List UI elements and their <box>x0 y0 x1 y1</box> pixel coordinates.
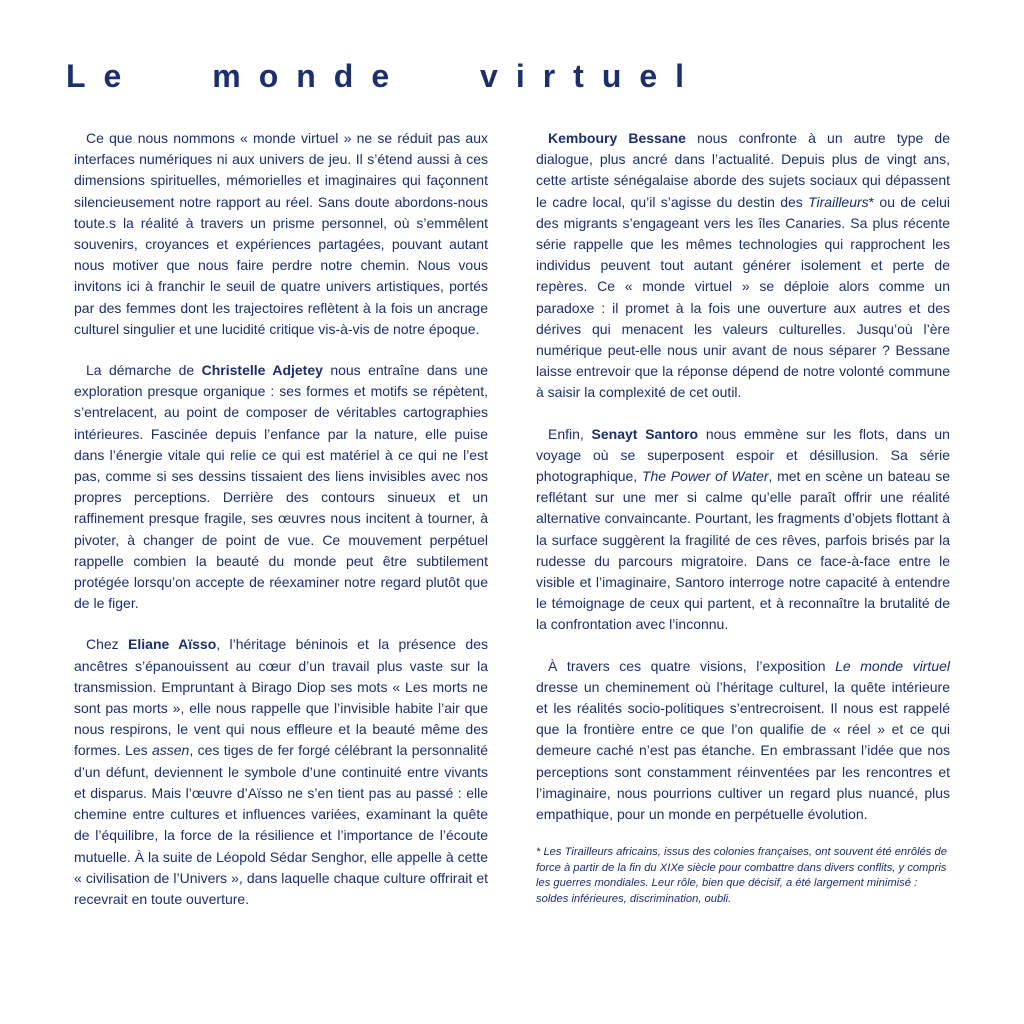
bessane-paragraph <box>536 128 950 404</box>
tirailleurs-term: Tirailleurs <box>808 193 869 210</box>
page-title: Le monde virtuel <box>66 58 703 94</box>
adjetey-lead: La démarche de <box>86 362 202 379</box>
bessane-body-1: nous confronte à un autre type de dialogue, plus ancré dans l’actualité. Depuis plus de vingt ans, cette artiste sénégalaise aborde des sujets sociaux qui dépassent le cadre local, qu’il s’agisse du destin des <box>536 130 950 210</box>
artist-name-santoro: Senayt Santoro <box>591 425 699 442</box>
artist-name-adjetey: Christelle Adjetey <box>201 362 323 379</box>
bessane-body-2: * ou de celui des migrants s’engageant vers les îles Canaries. Sa plus récente série rappelle que les mêmes technologies qui rapprochent les individus peuvent tout autant générer isolement et perte de repères. Ce « monde virtuel » se déploie alors comme un paradoxe : il promet à la fois une ouverture aux autres et des dérives qui menacent les valeurs culturelles. Jusqu’où l’ère numérique peut-elle nous unir avant de nous séparer ? Bessane laisse entrevoir que la réponse dépend de notre volonté commune à saisir la complexité de cet outil. <box>536 193 951 401</box>
aisso-body-2: , ces tiges de fer forgé célébrant la personnalité d’un défunt, deviennent le symbole d’une continuité entre vivants et disparus. Mais l’œuvre d’Aïsso ne s’en tient pas au passé : elle chemine entre cultures et influences variées, examinant la quête de l’équilibre, la force de la résilience et l’importance de l’écoute mutuelle. À la suite de Léopold Sédar Senghor, elle appelle à cette « civilisation de l’Univers », dans laquelle chaque culture offrirait et recevrait en toute ouverture. <box>74 742 489 907</box>
intro-paragraph <box>74 128 488 340</box>
assen-term: assen <box>151 742 190 759</box>
adjetey-body: nous entraîne dans une exploration presque organique : ses formes et motifs se répètent, s’entrelacent, au point de composer de véritables cartographies intérieures. Fascinée depuis l’enfance par la nature, elle puise dans l’énergie vitale qui relie ce qui est matériel à ce qui ne l’est pas, comme si ses dessins tissaient des liens invisibles avec nos propres perceptions. Derrière des contours sinueux et un raffinement presque fragile, ses œuvres nous incitent à tourner, à pivoter, à changer de point de vue. Ce mouvement perpétuel rappelle combien la beauté du monde peut être subtilement protégée lorsqu’on accepte de réexaminer notre regard plutôt que de le figer. <box>74 362 488 612</box>
aisso-lead: Chez <box>86 636 129 653</box>
conclusion-body: dresse un cheminement où l’héritage culturel, la quête intérieure et les réalités socio-politiques s’entrecroisent. Il nous est rappelé que la frontière entre ce que l’on qualifie de « réel » et ce qui demeure caché n’est pas étanche. En embrassant l’idée que nos perceptions sont constamment réinventées par les rencontres et l’imaginaire, nous pourrions cultiver un regard plus nuancé, plus empathique, pour un monde en perpétuelle évolution. <box>536 678 950 823</box>
left-column <box>74 128 488 930</box>
santoro-paragraph <box>536 424 950 636</box>
adjetey-paragraph <box>74 360 488 614</box>
artist-name-aisso: Eliane Aïsso <box>128 636 217 653</box>
artist-name-bessane: Kemboury Bessane <box>548 130 686 146</box>
aisso-body-1: , l’héritage béninois et la présence des ancêtres s’épanouissent au cœur d’un travail plus vaste sur la transmission. Empruntant à Birago Diop ses mots « Les morts ne sont pas morts », elle nous rappelle que l’invisible habite l’air que nous respirons, le vent qui nous effleure et la beauté même des formes. Les <box>74 636 488 759</box>
conclusion-paragraph <box>536 656 950 826</box>
footnote: * Les Tirailleurs africains, issus des colonies françaises, ont souvent été enrôlés de force à partir de la fin du XIXe siècle pour combattre dans divers conflits, y compris les guerres mondiales. Leur rôle, bien que décisif, a été largement minimisé : soldes inférieures, discrimination, oubli. <box>536 846 947 906</box>
artwork-title: The Power of Water <box>641 468 769 485</box>
santoro-lead: Enfin, <box>548 425 592 442</box>
santoro-body-2: , met en scène un bateau se reflétant sur une mer si calme qu’elle paraît offrir une réalité alternative convaincante. Pourtant, les fragments d’objets flottant à la surface suggèrent la fragilité de ces rêves, parfois brisés par la rudesse du parcours migratoire. Dans ce face-à-face entre le visible et l’imaginaire, Santoro interroge notre capacité à entendre le témoignage de ceux qui partent, et à reconnaître la brutalité de la confrontation avec l’inconnu. <box>536 468 950 633</box>
conclusion-lead: À travers ces quatre visions, l’exposition <box>548 657 836 674</box>
right-column <box>536 128 950 908</box>
aisso-paragraph <box>74 634 488 910</box>
intro-text: Ce que nous nommons « monde virtuel » ne se réduit pas aux interfaces numériques ni aux univers de jeu. Il s’étend aussi à ces dimensions spirituelles, mémorielles et imaginaires qui façonnent silencieusement notre rapport au réel. Sans doute abordons-nous toute.s la réalité à travers un prisme personnel, où s’emmêlent souvenirs, croyances et expériences partagées, pouvant autant nous motiver que nous faire perdre notre chemin. Nous vous invitons ici à franchir le seuil de quatre univers artistiques, portés par des femmes dont les trajectoires reflètent à la fois un ancrage culturel singulier et une lucidité critique vis-à-vis de notre époque. <box>74 130 488 337</box>
exhibition-title: Le monde virtuel <box>835 657 950 674</box>
santoro-body-1: nous emmène sur les flots, dans un voyage où se superposent espoir et désillusion. Sa série photographique, <box>536 425 950 485</box>
